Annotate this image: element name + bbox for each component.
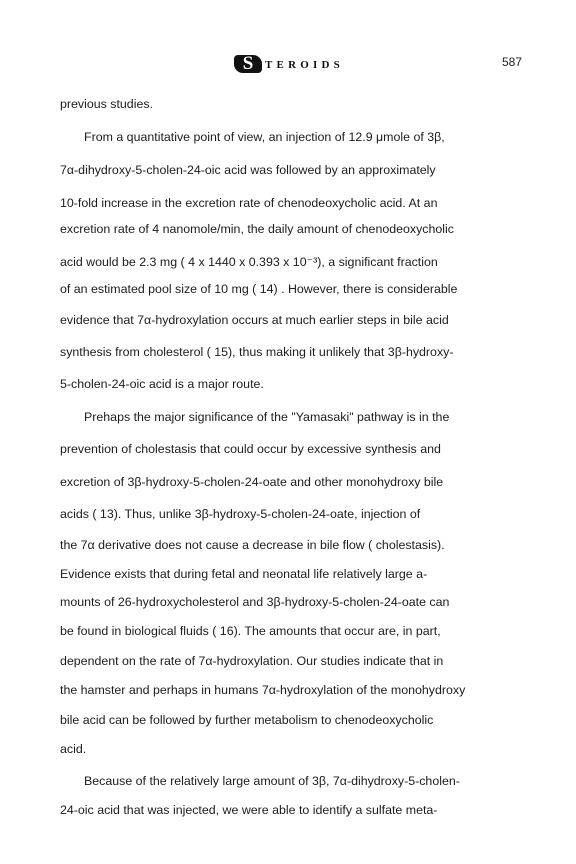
body-line: the 7α derivative does not cause a decrease in bile flow ( cholestasis).	[60, 538, 445, 552]
body-line: the hamster and perhaps in humans 7α-hydroxylation of the monohydroxy	[60, 683, 466, 697]
body-line: acid would be 2.3 mg ( 4 x 1440 x 0.393 x 10⁻³), a significant fraction	[60, 255, 438, 269]
body-line: of an estimated pool size of 10 mg ( 14) . However, there is considerable	[60, 282, 458, 296]
journal-header	[234, 52, 374, 76]
body-line: evidence that 7α-hydroxylation occurs at much earlier steps in bile acid	[60, 313, 449, 327]
body-line: mounts of 26-hydroxycholesterol and 3β-hydroxy-5-cholen-24-oate can	[60, 595, 450, 609]
journal-logo-initial: S	[234, 55, 262, 73]
body-line: bile acid can be followed by further metabolism to chenodeoxycholic	[60, 713, 434, 727]
body-line: acid.	[60, 742, 87, 756]
body-line: 5-cholen-24-oic acid is a major route.	[60, 377, 264, 391]
body-line: synthesis from cholesterol ( 15), thus making it unlikely that 3β-hydroxy-	[60, 345, 454, 359]
body-line: previous studies.	[60, 97, 153, 111]
body-line: be found in biological fluids ( 16). The amounts that occur are, in part,	[60, 624, 441, 638]
body-line: Evidence exists that during fetal and neonatal life relatively large a-	[60, 567, 428, 581]
body-line: 24-oic acid that was injected, we were able to identify a sulfate meta-	[60, 803, 438, 817]
page-number: 587	[502, 55, 523, 69]
body-line: prevention of cholestasis that could occur by excessive synthesis and	[60, 442, 441, 456]
body-line: Because of the relatively large amount of 3β, 7α-dihydroxy-5-cholen-	[84, 774, 460, 788]
journal-logo-text: TEROIDS	[265, 59, 344, 71]
body-line: acids ( 13). Thus, unlike 3β-hydroxy-5-cholen-24-oate, injection of	[60, 507, 421, 521]
body-line: excretion of 3β-hydroxy-5-cholen-24-oate and other monohydroxy bile	[60, 475, 444, 489]
body-line: dependent on the rate of 7α-hydroxylation. Our studies indicate that in	[60, 654, 444, 668]
body-line: 10-fold increase in the excretion rate of chenodeoxycholic acid. At an	[60, 196, 438, 210]
body-line: excretion rate of 4 nanomole/min, the daily amount of chenodeoxycholic	[60, 222, 454, 236]
body-line: Prehaps the major significance of the "Yamasaki" pathway is in the	[84, 410, 450, 424]
body-line: From a quantitative point of view, an injection of 12.9 μmole of 3β,	[84, 130, 445, 144]
body-line: 7α-dihydroxy-5-cholen-24-oic acid was followed by an approximately	[60, 163, 436, 177]
